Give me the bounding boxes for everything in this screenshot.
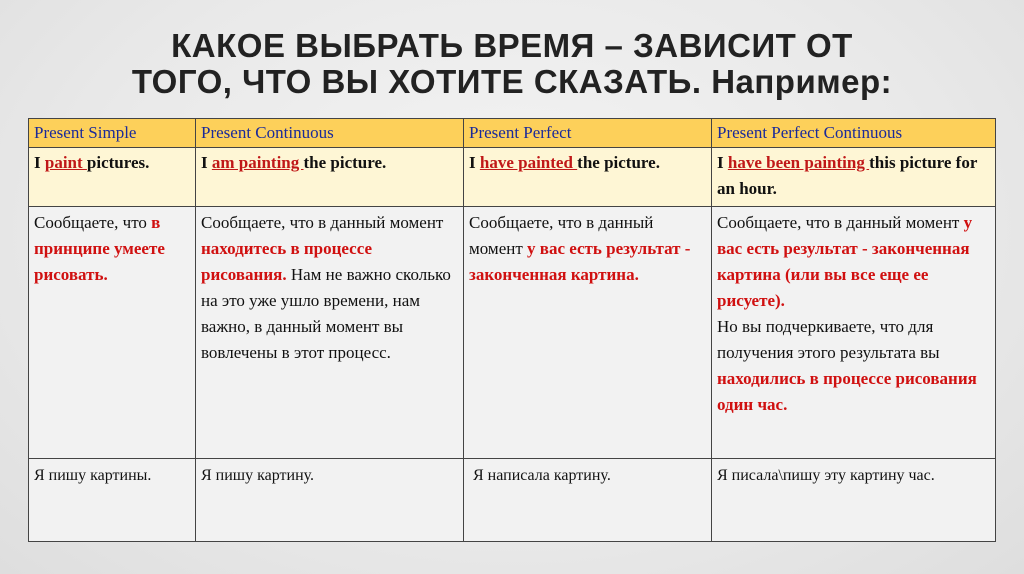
example-cell: I have been painting this picture for an hour. xyxy=(712,148,996,207)
highlight-text: у вас есть результат - законченная картина (или вы все еще ее рисуете). xyxy=(717,213,973,310)
example-cell: I have painted the picture. xyxy=(464,148,712,207)
highlight-text: в принципе умеете рисовать. xyxy=(34,213,165,284)
example-row xyxy=(29,148,996,207)
slide-title xyxy=(0,28,1024,100)
header-present-continuous: Present Continuous xyxy=(196,119,464,148)
header-present-perfect: Present Perfect xyxy=(464,119,712,148)
explanation-row xyxy=(29,207,996,459)
tenses-table xyxy=(28,118,996,542)
header-present-perfect-continuous: Present Perfect Continuous xyxy=(712,119,996,148)
explanation-cell: Сообщаете, что в данный момент у вас есть результат - законченная картина (или вы все еще ее рисуете). Но вы подчеркиваете, что для получения этого результата вы находились в процессе рисования один час. xyxy=(712,207,996,459)
translation-cell: Я написала картину. xyxy=(464,459,712,542)
header-present-simple: Present Simple xyxy=(29,119,196,148)
translation-row xyxy=(29,459,996,542)
highlight-text: находитесь в процессе рисования. xyxy=(201,239,373,284)
highlight-text: у вас есть результат - законченная картина. xyxy=(469,239,691,284)
table-header-row xyxy=(29,119,996,148)
translation-cell: Я пишу картину. xyxy=(196,459,464,542)
highlight-text: находились в процессе рисования один час. xyxy=(717,369,977,414)
title-line-2: ТОГО, ЧТО ВЫ ХОТИТЕ СКАЗАТЬ. Например: xyxy=(131,63,893,100)
verb-form: am painting xyxy=(211,153,304,172)
translation-cell: Я писала\пишу эту картину час. xyxy=(712,459,996,542)
explanation-cell: Сообщаете, что в принципе умеете рисовать. xyxy=(29,207,196,459)
verb-form: paint xyxy=(44,153,87,172)
explanation-cell: Сообщаете, что в данный момент находитесь в процессе рисования. Нам не важно сколько на это уже ушло времени, нам важно, в данный момент вы вовлечены в этот процесс. xyxy=(196,207,464,459)
translation-cell: Я пишу картины. xyxy=(29,459,196,542)
example-cell: I paint pictures. xyxy=(29,148,196,207)
verb-form: have been painting xyxy=(727,153,870,172)
explanation-cell: Сообщаете, что в данный момент у вас есть результат - законченная картина. xyxy=(464,207,712,459)
title-line-1: КАКОЕ ВЫБРАТЬ ВРЕМЯ – ЗАВИСИТ ОТ xyxy=(171,27,853,64)
example-cell: I am painting the picture. xyxy=(196,148,464,207)
verb-form: have painted xyxy=(479,153,578,172)
